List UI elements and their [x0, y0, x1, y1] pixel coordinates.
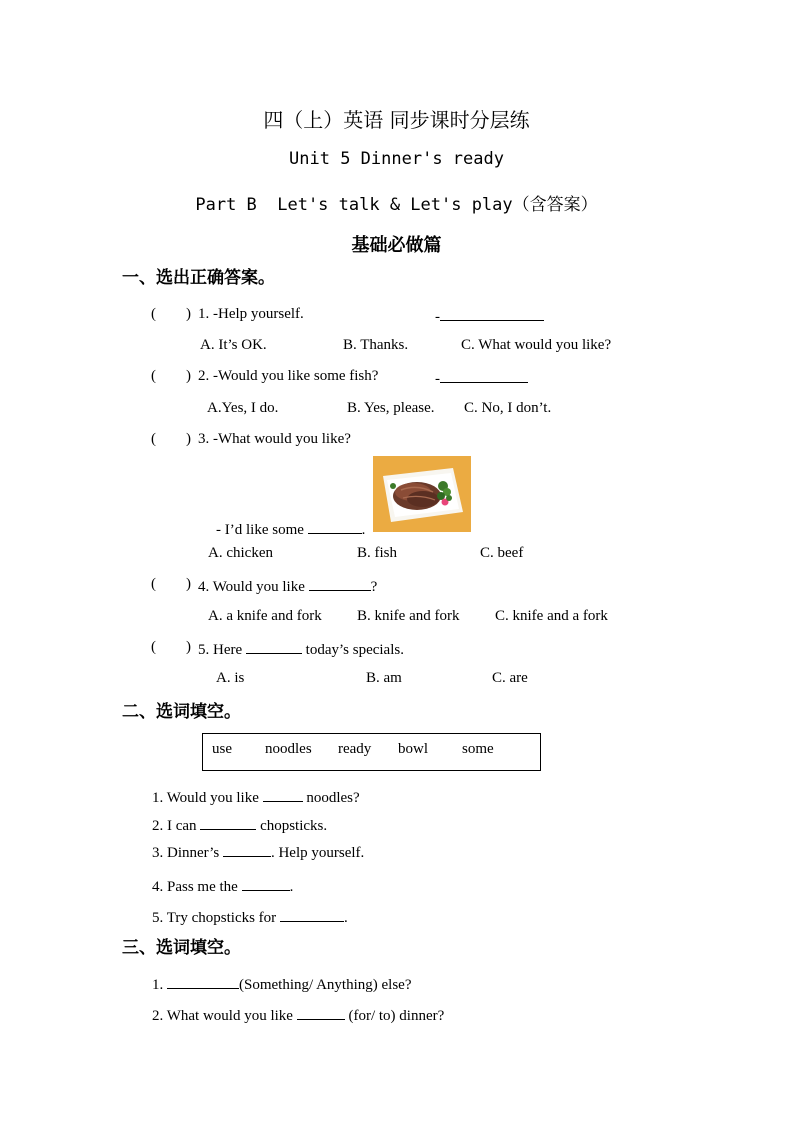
question-2-option-c: C. No, I don’t. [464, 400, 552, 416]
answer-bracket-2: ( ) [151, 368, 191, 384]
question-4-option-c: C. knife and a fork [495, 608, 608, 624]
word-bank-word: noodles [265, 741, 312, 757]
item-after: . [343, 910, 348, 926]
fill-item-2 [152, 815, 327, 835]
question-2-option-b: B. Yes, please. [347, 400, 435, 416]
item-before: 3. Dinner’s [152, 845, 223, 861]
answer-prefix: - I’d like some [216, 522, 308, 538]
word-bank-word: bowl [398, 741, 428, 757]
item-after: (for/ to) dinner? [344, 1008, 445, 1024]
question-1-stem: 1. -Help yourself. [198, 306, 304, 322]
answer-blank[interactable] [167, 974, 239, 989]
question-3-option-c: C. beef [480, 545, 524, 561]
item-after: noodles? [302, 790, 360, 806]
choice-item-1 [152, 974, 411, 994]
section-3-heading: 三、选词填空。 [122, 938, 241, 958]
answer-bracket-4: ( ) [151, 576, 191, 592]
answer-suffix: . [361, 522, 366, 538]
answer-bracket-1: ( ) [151, 306, 191, 322]
beef-plate-image [373, 456, 471, 532]
question-3-answer-line [216, 519, 365, 539]
answer-prefix: - [435, 371, 440, 387]
word-bank-word: ready [338, 741, 372, 757]
answer-blank[interactable] [200, 815, 256, 830]
question-4-option-b: B. knife and fork [357, 608, 460, 624]
unit-title: Unit 5 Dinner's ready [289, 149, 504, 169]
question-2-answer-line [435, 368, 528, 388]
stem-after: ? [370, 579, 378, 595]
question-1-option-c: C. What would you like? [461, 337, 612, 353]
item-before: 1. [152, 977, 167, 993]
fill-item-3 [152, 842, 364, 862]
item-after: (Something/ Anything) else? [239, 977, 412, 993]
answer-blank[interactable] [263, 787, 303, 802]
fill-item-1 [152, 787, 360, 807]
answer-blank[interactable] [297, 1005, 345, 1020]
answer-blank[interactable] [440, 368, 528, 383]
stem-after: today’s specials. [301, 642, 404, 658]
answer-blank[interactable] [309, 576, 371, 591]
question-5-option-a: A. is [216, 670, 245, 686]
question-5-option-c: C. are [492, 670, 528, 686]
answer-blank[interactable] [280, 907, 344, 922]
answer-blank[interactable] [242, 876, 290, 891]
item-after: chopsticks. [256, 818, 328, 834]
answer-bracket-3: ( ) [151, 431, 191, 447]
item-before: 2. I can [152, 818, 201, 834]
question-3-stem: 3. -What would you like? [198, 431, 351, 447]
section-1-heading: 一、选出正确答案。 [122, 268, 275, 288]
answer-blank[interactable] [308, 519, 362, 534]
answer-blank[interactable] [223, 842, 271, 857]
item-after: . Help yourself. [270, 845, 365, 861]
answer-bracket-5: ( ) [151, 639, 191, 655]
question-4-option-a: A. a knife and fork [208, 608, 322, 624]
fill-item-5 [152, 907, 348, 927]
choice-item-2 [152, 1005, 444, 1025]
part-title: Part B Let's talk & Let's play（含答案） [195, 195, 598, 215]
question-1-answer-line [435, 306, 544, 326]
fill-item-4 [152, 876, 293, 896]
question-3-option-a: A. chicken [208, 545, 273, 561]
word-bank-word: some [462, 741, 494, 757]
question-4-stem [198, 576, 377, 596]
section-2-heading: 二、选词填空。 [122, 702, 241, 722]
level-title: 基础必做篇 [351, 235, 442, 256]
question-5-option-b: B. am [366, 670, 402, 686]
answer-prefix: - [435, 309, 440, 325]
answer-blank[interactable] [246, 639, 302, 654]
word-bank-word: use [212, 741, 232, 757]
worksheet-title: 四（上）英语 同步课时分层练 [263, 108, 530, 132]
question-2-stem: 2. -Would you like some fish? [198, 368, 379, 384]
question-5-stem [198, 639, 404, 659]
stem-before: 4. Would you like [198, 579, 309, 595]
question-1-option-a: A. It’s OK. [200, 337, 267, 353]
answer-blank[interactable] [440, 306, 544, 321]
item-before: 4. Pass me the [152, 879, 242, 895]
item-before: 1. Would you like [152, 790, 263, 806]
item-before: 2. What would you like [152, 1008, 297, 1024]
stem-before: 5. Here [198, 642, 246, 658]
question-3-option-b: B. fish [357, 545, 398, 561]
question-2-option-a: A.Yes, I do. [207, 400, 279, 416]
question-1-option-b: B. Thanks. [343, 337, 409, 353]
item-after: . [289, 879, 294, 895]
item-before: 5. Try chopsticks for [152, 910, 280, 926]
